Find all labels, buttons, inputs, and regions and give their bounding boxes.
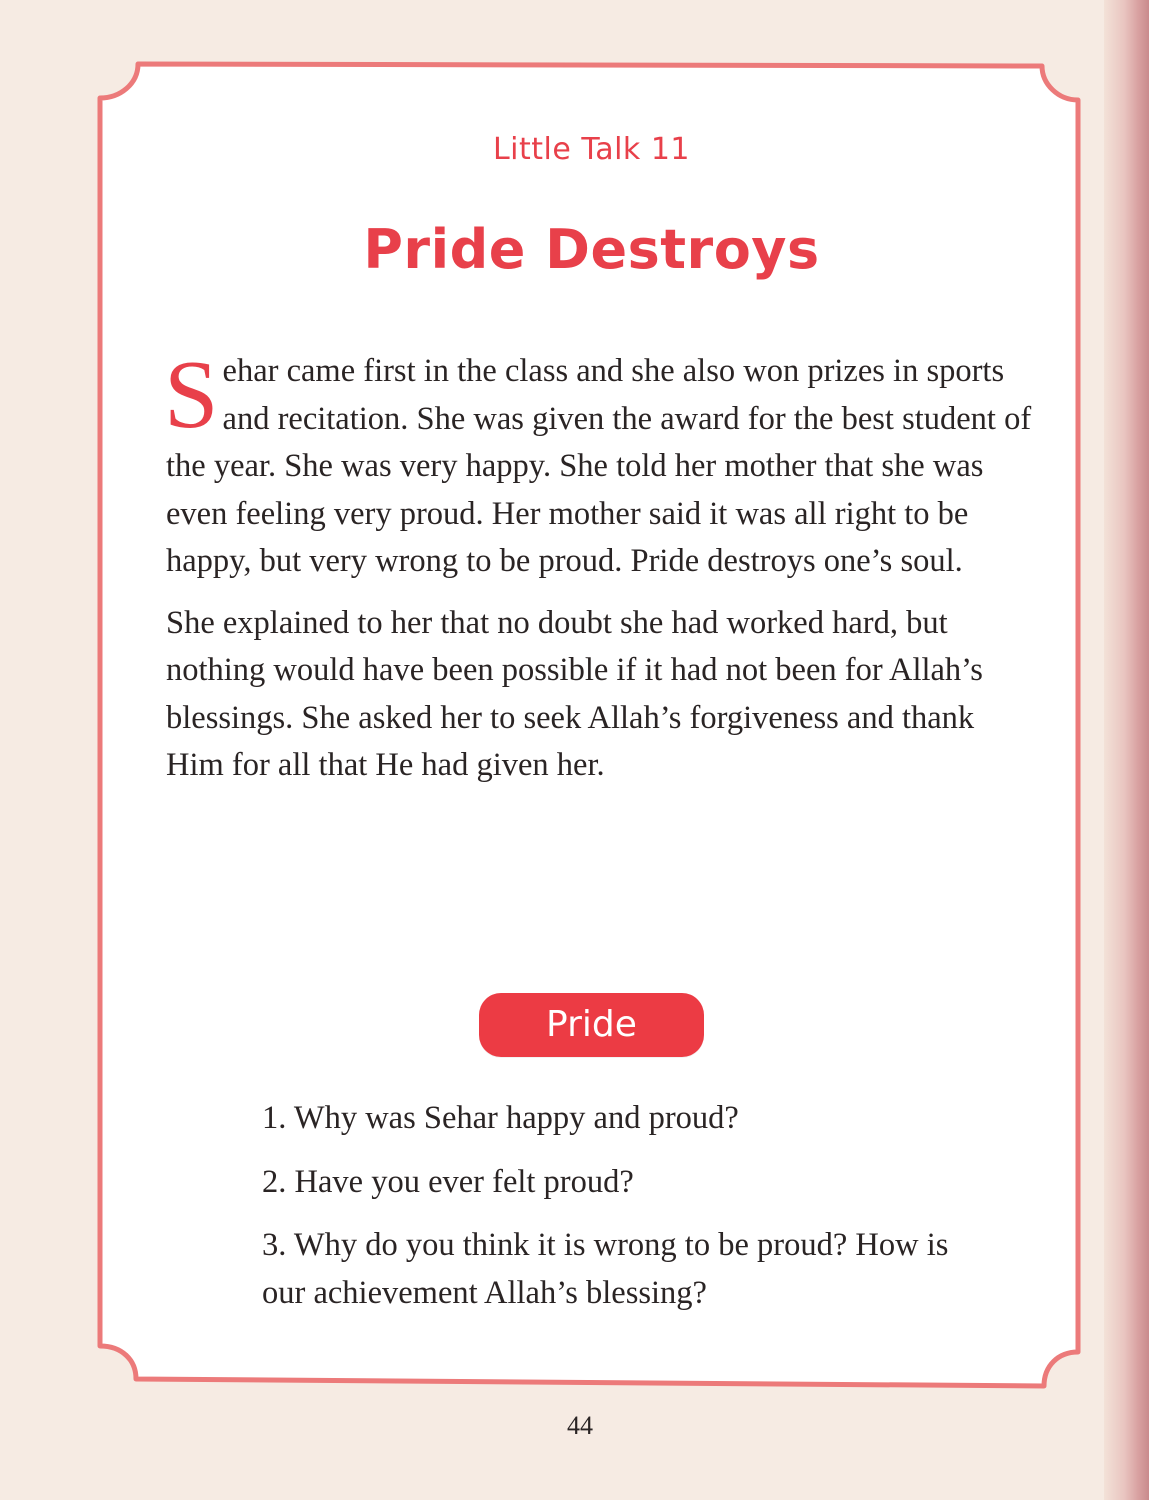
question-list: [262, 1095, 982, 1317]
question-item: 1. Why was Sehar happy and proud?: [262, 1100, 739, 1136]
lesson-label: Little Talk 11: [492, 132, 691, 167]
story-paragraph-1-text: ehar came first in the class and she also won prizes in sports and recitation. She was given the award for the best student of the year. She was very happy. She told her mother that she was even feeling very proud. Her mother said it was all right to be happy, but very wrong to be proud. Pride destroys one’s soul.: [166, 353, 1032, 579]
story-paragraph-1: [164, 341, 1032, 586]
drop-cap: S: [164, 341, 219, 449]
page-title: Pride Destroys: [363, 218, 820, 281]
question-item: 2. Have you ever felt proud?: [262, 1163, 634, 1200]
question-item: 3. Why do you think it is wrong to be proud? How is our achievement Allah’s blessing?: [262, 1227, 949, 1311]
story-text: [164, 341, 1032, 790]
page-number: 44: [567, 1411, 593, 1440]
topic-badge: Pride: [479, 993, 704, 1057]
story-paragraph-2: She explained to her that no doubt she had worked hard, but nothing would have been possible if it had not been for Allah’s blessings. She asked her to seek Allah’s forgiveness and thank Him for all that He had given her.: [166, 604, 983, 783]
